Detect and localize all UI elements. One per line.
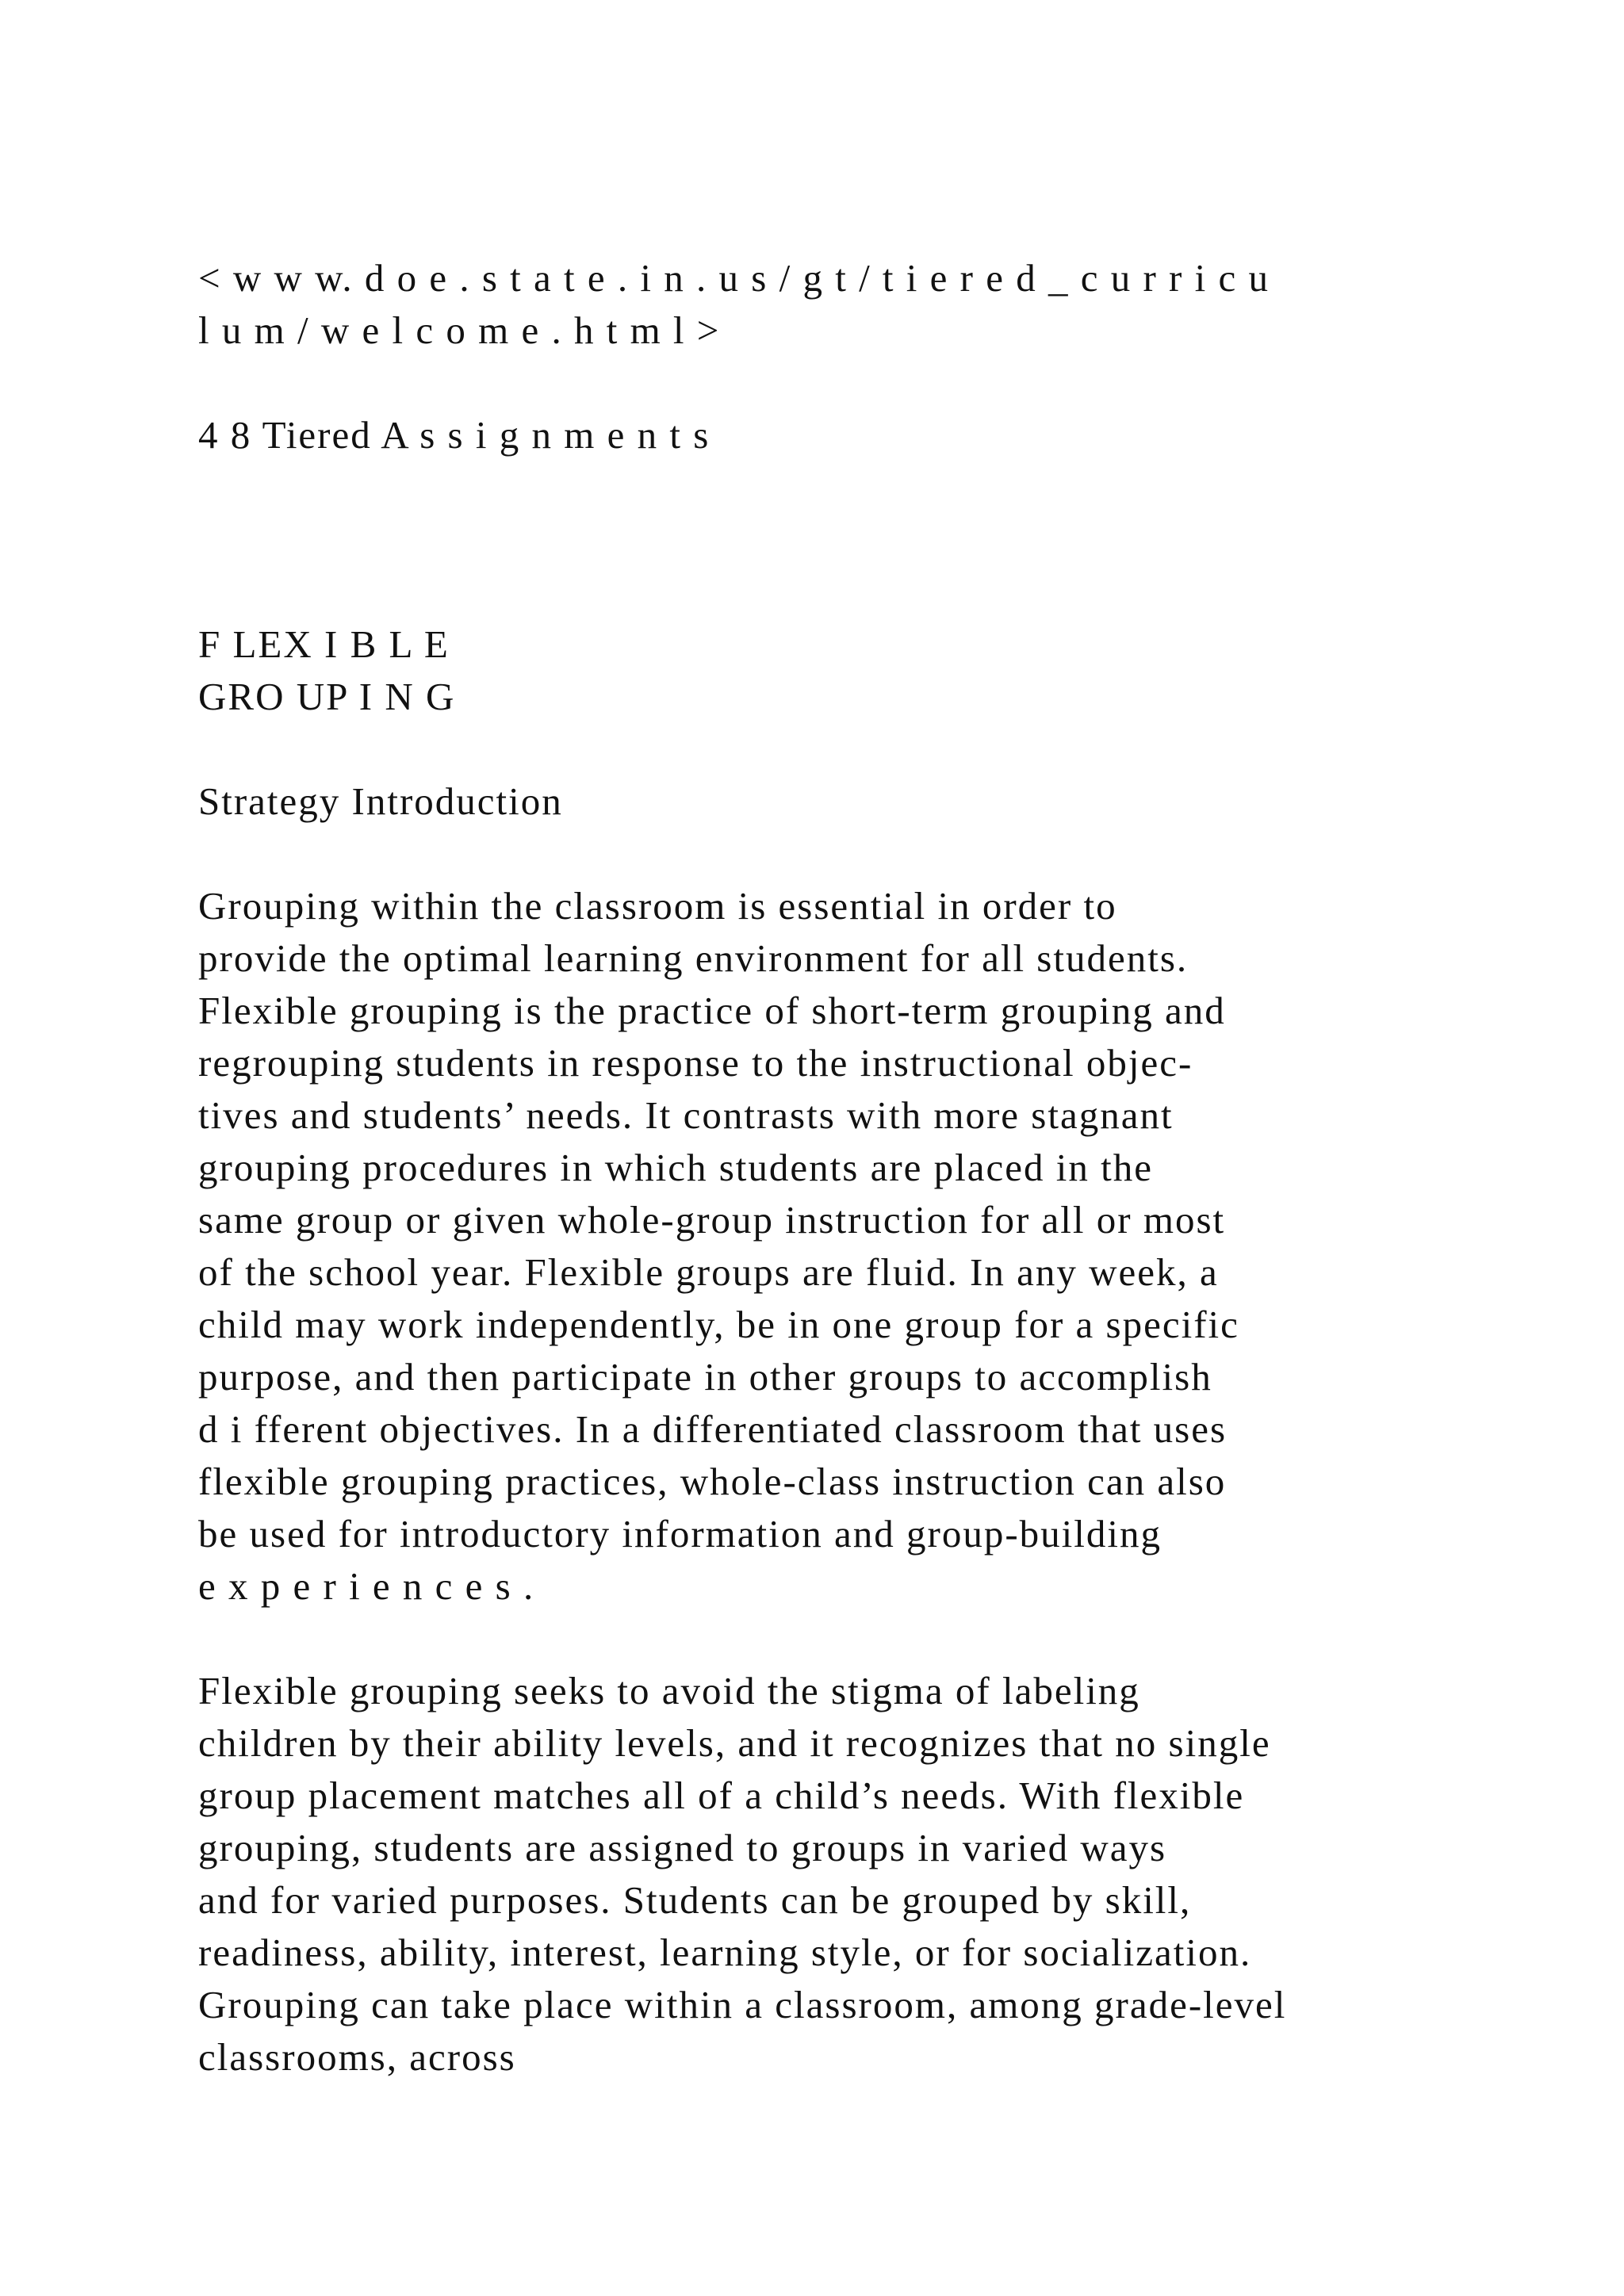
paragraph-line: grouping, students are assigned to groups in varied ways — [198, 1826, 1167, 1869]
section-subtitle: Strategy Introduction — [198, 779, 563, 823]
paragraph-line: grouping procedures in which students are placed in the — [198, 1146, 1154, 1189]
paragraph-line: Flexible grouping seeks to avoid the stigma of labeling — [198, 1669, 1140, 1712]
paragraph-line: children by their ability levels, and it recognizes that no single — [198, 1721, 1271, 1765]
paragraph-line: Grouping within the classroom is essential in order to — [198, 884, 1117, 928]
url-line-1: < w w w. d o e . s t a t e . i n . u s / g t / t i e r e d _ c u r r i c u — [198, 256, 1270, 300]
paragraph-2 — [198, 1665, 1467, 2084]
paragraph-line: and for varied purposes. Students can be grouped by skill, — [198, 1878, 1192, 1922]
paragraph-line: Grouping can take place within a classroom, among grade-level — [198, 1983, 1287, 2026]
paragraph-line: regrouping students in response to the instructional objec- — [198, 1041, 1193, 1085]
paragraph-line: purpose, and then participate in other groups to accomplish — [198, 1355, 1212, 1399]
paragraph-line: provide the optimal learning environment for all students. — [198, 936, 1189, 980]
section-title-line-1: F LEX I B L E — [198, 622, 450, 666]
paragraph-line: of the school year. Flexible groups are fluid. In any week, a — [198, 1250, 1219, 1294]
paragraph-line: same group or given whole-group instruction for all or most — [198, 1198, 1226, 1242]
section-title-line-2: GRO UP I N G — [198, 675, 456, 718]
paragraph-line: d i fferent objectives. In a differentiated classroom that uses — [198, 1407, 1228, 1451]
url-line-2: l u m / w e l c o m e . h t m l > — [198, 308, 721, 352]
paragraph-line: group placement matches all of a child’s needs. With flexible — [198, 1774, 1245, 1817]
document-page — [198, 252, 1467, 2084]
paragraph-1 — [198, 880, 1467, 1613]
page-reference: 4 8 Tiered A s s i g n m e n t s — [198, 413, 710, 457]
paragraph-line: classrooms, across — [198, 2035, 516, 2079]
paragraph-line: e x p e r i e n c e s . — [198, 1564, 535, 1608]
paragraph-line: be used for introductory information and group-building — [198, 1512, 1162, 1556]
paragraph-line: Flexible grouping is the practice of short-term grouping and — [198, 989, 1226, 1032]
paragraph-line: child may work independently, be in one group for a specific — [198, 1303, 1239, 1346]
paragraph-line: flexible grouping practices, whole-class instruction can also — [198, 1460, 1227, 1503]
paragraph-line: tives and students’ needs. It contrasts with more stagnant — [198, 1093, 1174, 1137]
paragraph-line: readiness, ability, interest, learning style, or for socialization. — [198, 1931, 1252, 1974]
